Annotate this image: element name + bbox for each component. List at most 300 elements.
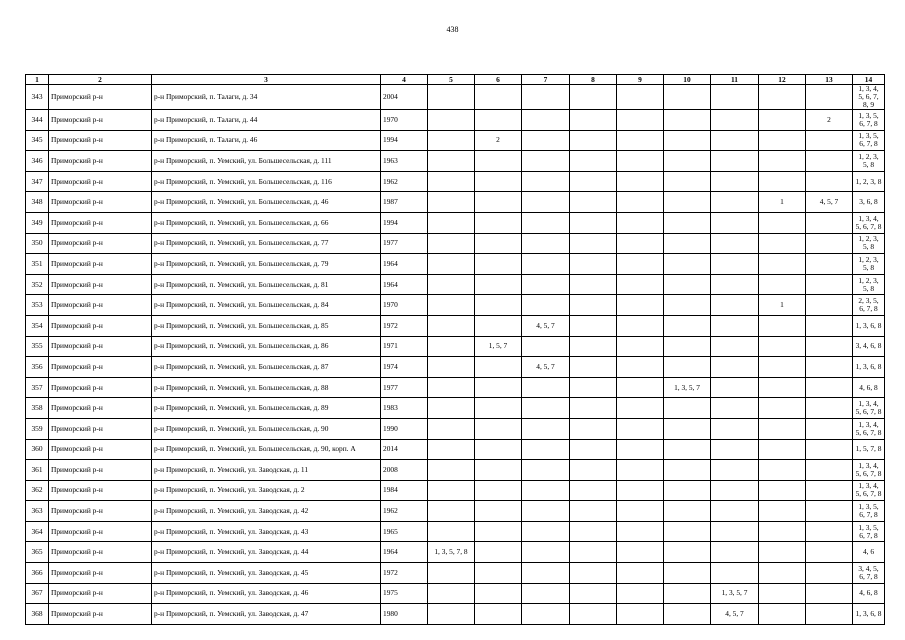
address-cell: р-н Приморский, п. Уемский, ул. Заводская, д. 45: [152, 563, 381, 584]
col-12-cell: 1: [759, 295, 806, 316]
year-cell: 1972: [381, 563, 428, 584]
col-11-cell: [711, 171, 759, 192]
col-14-cell: 1, 3, 6, 8: [853, 604, 885, 625]
table-row: [26, 336, 885, 357]
col-10-cell: [664, 583, 711, 604]
col-14-cell: 1, 3, 5, 6, 7, 8: [853, 521, 885, 542]
col-12-cell: 1: [759, 192, 806, 213]
col-7-cell: [522, 439, 570, 460]
address-cell: р-н Приморский, п. Уемский, ул. Заводская, д. 11: [152, 460, 381, 481]
col-6-cell: [475, 460, 522, 481]
address-cell: р-н Приморский, п. Уемский, ул. Заводская, д. 42: [152, 501, 381, 522]
col-12-cell: [759, 315, 806, 336]
col-5-cell: [428, 604, 475, 625]
col-11-cell: [711, 212, 759, 233]
district-cell: Приморский р-н: [49, 171, 152, 192]
col-13-cell: [806, 295, 853, 316]
col-10-cell: [664, 398, 711, 419]
col-6-cell: [475, 563, 522, 584]
col-6-cell: [475, 604, 522, 625]
col-10-cell: [664, 233, 711, 254]
district-cell: Приморский р-н: [49, 254, 152, 275]
col-8-cell: [570, 521, 617, 542]
col-13-cell: [806, 315, 853, 336]
table-row: [26, 130, 885, 151]
col-8-cell: [570, 398, 617, 419]
col-5-cell: [428, 233, 475, 254]
col-13-cell: [806, 151, 853, 172]
col-11-cell: [711, 377, 759, 398]
row-number-cell: 368: [26, 604, 49, 625]
year-cell: 2008: [381, 460, 428, 481]
col-6-cell: [475, 418, 522, 439]
col-8-cell: [570, 171, 617, 192]
column-header-9: 9: [617, 75, 664, 85]
col-13-cell: [806, 542, 853, 563]
col-10-cell: [664, 336, 711, 357]
col-8-cell: [570, 357, 617, 378]
col-10-cell: [664, 563, 711, 584]
column-header-13: 13: [806, 75, 853, 85]
district-cell: Приморский р-н: [49, 439, 152, 460]
year-cell: 1962: [381, 501, 428, 522]
year-cell: 1964: [381, 274, 428, 295]
col-6-cell: 2: [475, 130, 522, 151]
row-number-cell: 362: [26, 480, 49, 501]
col-9-cell: [617, 254, 664, 275]
row-number-cell: 358: [26, 398, 49, 419]
table-row: [26, 254, 885, 275]
col-9-cell: [617, 274, 664, 295]
col-10-cell: [664, 480, 711, 501]
row-number-cell: 352: [26, 274, 49, 295]
col-11-cell: [711, 480, 759, 501]
col-14-cell: 1, 3, 6, 8: [853, 315, 885, 336]
col-8-cell: [570, 563, 617, 584]
row-number-cell: 349: [26, 212, 49, 233]
col-7-cell: [522, 501, 570, 522]
table-row: [26, 357, 885, 378]
col-10-cell: [664, 521, 711, 542]
address-cell: р-н Приморский, п. Талаги, д. 44: [152, 110, 381, 131]
address-cell: р-н Приморский, п. Уемский, ул. Большесельская, д. 46: [152, 192, 381, 213]
col-7-cell: [522, 274, 570, 295]
col-10-cell: [664, 501, 711, 522]
col-14-cell: 4, 6, 8: [853, 377, 885, 398]
col-6-cell: [475, 212, 522, 233]
row-number-cell: 361: [26, 460, 49, 481]
district-cell: Приморский р-н: [49, 192, 152, 213]
col-9-cell: [617, 85, 664, 110]
col-11-cell: 4, 5, 7: [711, 604, 759, 625]
col-7-cell: [522, 336, 570, 357]
col-12-cell: [759, 377, 806, 398]
col-13-cell: [806, 212, 853, 233]
year-cell: 1970: [381, 110, 428, 131]
col-14-cell: 1, 2, 3, 5, 8: [853, 274, 885, 295]
col-11-cell: [711, 274, 759, 295]
address-cell: р-н Приморский, п. Уемский, ул. Заводская, д. 46: [152, 583, 381, 604]
col-8-cell: [570, 192, 617, 213]
row-number-cell: 365: [26, 542, 49, 563]
col-5-cell: [428, 212, 475, 233]
row-number-cell: 351: [26, 254, 49, 275]
col-6-cell: [475, 357, 522, 378]
col-7-cell: [522, 254, 570, 275]
district-cell: Приморский р-н: [49, 604, 152, 625]
col-5-cell: [428, 315, 475, 336]
col-12-cell: [759, 604, 806, 625]
col-7-cell: [522, 110, 570, 131]
col-7-cell: [522, 377, 570, 398]
row-number-cell: 363: [26, 501, 49, 522]
col-5-cell: [428, 151, 475, 172]
col-10-cell: [664, 254, 711, 275]
col-5-cell: [428, 563, 475, 584]
column-header-1: 1: [26, 75, 49, 85]
col-9-cell: [617, 233, 664, 254]
column-header-2: 2: [49, 75, 152, 85]
col-5-cell: [428, 254, 475, 275]
row-number-cell: 354: [26, 315, 49, 336]
col-12-cell: [759, 563, 806, 584]
col-13-cell: 2: [806, 110, 853, 131]
address-cell: р-н Приморский, п. Уемский, ул. Большесельская, д. 86: [152, 336, 381, 357]
row-number-cell: 357: [26, 377, 49, 398]
col-5-cell: [428, 377, 475, 398]
district-cell: Приморский р-н: [49, 377, 152, 398]
header-row: [26, 75, 885, 85]
col-10-cell: 1, 3, 5, 7: [664, 377, 711, 398]
year-cell: 1970: [381, 295, 428, 316]
col-6-cell: [475, 501, 522, 522]
row-number-cell: 348: [26, 192, 49, 213]
col-14-cell: 1, 2, 3, 5, 8: [853, 151, 885, 172]
col-6-cell: [475, 480, 522, 501]
col-11-cell: [711, 233, 759, 254]
col-14-cell: 4, 6: [853, 542, 885, 563]
column-header-5: 5: [428, 75, 475, 85]
col-14-cell: 1, 2, 3, 8: [853, 171, 885, 192]
col-12-cell: [759, 254, 806, 275]
table-row: [26, 439, 885, 460]
col-13-cell: [806, 418, 853, 439]
address-cell: р-н Приморский, п. Уемский, ул. Большесельская, д. 116: [152, 171, 381, 192]
col-12-cell: [759, 274, 806, 295]
col-7-cell: 4, 5, 7: [522, 357, 570, 378]
address-cell: р-н Приморский, п. Уемский, ул. Большесельская, д. 111: [152, 151, 381, 172]
col-9-cell: [617, 542, 664, 563]
column-header-11: 11: [711, 75, 759, 85]
row-number-cell: 353: [26, 295, 49, 316]
col-9-cell: [617, 212, 664, 233]
col-12-cell: [759, 171, 806, 192]
col-14-cell: 1, 3, 5, 6, 7, 8: [853, 130, 885, 151]
row-number-cell: 356: [26, 357, 49, 378]
table-row: [26, 583, 885, 604]
col-9-cell: [617, 439, 664, 460]
col-6-cell: [475, 295, 522, 316]
col-13-cell: [806, 398, 853, 419]
district-cell: Приморский р-н: [49, 563, 152, 584]
col-5-cell: [428, 171, 475, 192]
col-7-cell: [522, 480, 570, 501]
address-cell: р-н Приморский, п. Уемский, ул. Большесельская, д. 90, корп. А: [152, 439, 381, 460]
table-row: [26, 295, 885, 316]
col-8-cell: [570, 439, 617, 460]
row-number-cell: 366: [26, 563, 49, 584]
col-14-cell: 1, 3, 4, 5, 6, 7, 8: [853, 460, 885, 481]
table-row: [26, 563, 885, 584]
col-7-cell: [522, 295, 570, 316]
district-cell: Приморский р-н: [49, 151, 152, 172]
col-14-cell: 1, 3, 6, 8: [853, 357, 885, 378]
district-cell: Приморский р-н: [49, 542, 152, 563]
col-6-cell: [475, 521, 522, 542]
col-7-cell: [522, 563, 570, 584]
col-13-cell: [806, 604, 853, 625]
col-12-cell: [759, 85, 806, 110]
col-13-cell: [806, 439, 853, 460]
col-10-cell: [664, 110, 711, 131]
district-cell: Приморский р-н: [49, 480, 152, 501]
table-row: [26, 480, 885, 501]
year-cell: 1965: [381, 521, 428, 542]
district-cell: Приморский р-н: [49, 521, 152, 542]
col-12-cell: [759, 583, 806, 604]
col-8-cell: [570, 212, 617, 233]
col-13-cell: [806, 233, 853, 254]
table-body: [26, 85, 885, 625]
col-13-cell: [806, 377, 853, 398]
address-cell: р-н Приморский, п. Уемский, ул. Заводская, д. 47: [152, 604, 381, 625]
col-9-cell: [617, 583, 664, 604]
address-cell: р-н Приморский, п. Уемский, ул. Заводская, д. 44: [152, 542, 381, 563]
year-cell: 1977: [381, 233, 428, 254]
col-8-cell: [570, 254, 617, 275]
col-11-cell: [711, 418, 759, 439]
table-row: [26, 233, 885, 254]
address-cell: р-н Приморский, п. Уемский, ул. Большесельская, д. 87: [152, 357, 381, 378]
col-9-cell: [617, 295, 664, 316]
col-13-cell: [806, 460, 853, 481]
col-11-cell: [711, 501, 759, 522]
table-row: [26, 542, 885, 563]
col-8-cell: [570, 274, 617, 295]
table-row: [26, 521, 885, 542]
col-12-cell: [759, 418, 806, 439]
col-10-cell: [664, 151, 711, 172]
col-9-cell: [617, 604, 664, 625]
col-13-cell: [806, 171, 853, 192]
district-cell: Приморский р-н: [49, 336, 152, 357]
address-cell: р-н Приморский, п. Уемский, ул. Большесельская, д. 81: [152, 274, 381, 295]
year-cell: 2014: [381, 439, 428, 460]
col-5-cell: [428, 295, 475, 316]
year-cell: 2004: [381, 85, 428, 110]
col-14-cell: 4, 6, 8: [853, 583, 885, 604]
col-13-cell: [806, 357, 853, 378]
col-8-cell: [570, 377, 617, 398]
year-cell: 1990: [381, 418, 428, 439]
row-number-cell: 345: [26, 130, 49, 151]
column-header-6: 6: [475, 75, 522, 85]
col-8-cell: [570, 501, 617, 522]
col-5-cell: [428, 418, 475, 439]
year-cell: 1972: [381, 315, 428, 336]
col-7-cell: [522, 171, 570, 192]
col-9-cell: [617, 480, 664, 501]
district-cell: Приморский р-н: [49, 315, 152, 336]
table-row: [26, 85, 885, 110]
col-14-cell: 2, 3, 5, 6, 7, 8: [853, 295, 885, 316]
col-12-cell: [759, 233, 806, 254]
col-9-cell: [617, 315, 664, 336]
col-7-cell: [522, 398, 570, 419]
col-5-cell: [428, 398, 475, 419]
district-cell: Приморский р-н: [49, 460, 152, 481]
col-7-cell: [522, 583, 570, 604]
col-8-cell: [570, 130, 617, 151]
col-7-cell: [522, 542, 570, 563]
col-5-cell: [428, 501, 475, 522]
address-cell: р-н Приморский, п. Уемский, ул. Заводская, д. 2: [152, 480, 381, 501]
col-13-cell: [806, 583, 853, 604]
col-14-cell: 1, 3, 5, 6, 7, 8: [853, 110, 885, 131]
col-7-cell: [522, 151, 570, 172]
col-5-cell: [428, 583, 475, 604]
col-13-cell: [806, 254, 853, 275]
col-11-cell: [711, 398, 759, 419]
col-9-cell: [617, 192, 664, 213]
district-cell: Приморский р-н: [49, 398, 152, 419]
col-12-cell: [759, 151, 806, 172]
col-9-cell: [617, 357, 664, 378]
col-10-cell: [664, 418, 711, 439]
col-6-cell: [475, 171, 522, 192]
col-8-cell: [570, 295, 617, 316]
row-number-cell: 350: [26, 233, 49, 254]
col-6-cell: [475, 254, 522, 275]
address-cell: р-н Приморский, п. Уемский, ул. Большесельская, д. 90: [152, 418, 381, 439]
address-cell: р-н Приморский, п. Уемский, ул. Большесельская, д. 89: [152, 398, 381, 419]
col-10-cell: [664, 274, 711, 295]
col-14-cell: 1, 3, 4, 5, 6, 7, 8: [853, 398, 885, 419]
year-cell: 1994: [381, 212, 428, 233]
column-header-12: 12: [759, 75, 806, 85]
col-9-cell: [617, 398, 664, 419]
col-5-cell: [428, 336, 475, 357]
col-11-cell: [711, 336, 759, 357]
col-5-cell: [428, 480, 475, 501]
year-cell: 1964: [381, 254, 428, 275]
table-row: [26, 377, 885, 398]
address-cell: р-н Приморский, п. Уемский, ул. Большесельская, д. 79: [152, 254, 381, 275]
col-7-cell: [522, 85, 570, 110]
col-13-cell: [806, 130, 853, 151]
col-6-cell: [475, 583, 522, 604]
col-9-cell: [617, 418, 664, 439]
col-10-cell: [664, 439, 711, 460]
table-row: [26, 110, 885, 131]
year-cell: 1962: [381, 171, 428, 192]
col-11-cell: [711, 151, 759, 172]
address-cell: р-н Приморский, п. Уемский, ул. Большесельская, д. 84: [152, 295, 381, 316]
col-9-cell: [617, 377, 664, 398]
col-5-cell: [428, 357, 475, 378]
col-11-cell: 1, 3, 5, 7: [711, 583, 759, 604]
col-6-cell: [475, 233, 522, 254]
col-12-cell: [759, 439, 806, 460]
col-13-cell: 4, 5, 7: [806, 192, 853, 213]
district-cell: Приморский р-н: [49, 274, 152, 295]
col-5-cell: [428, 110, 475, 131]
col-14-cell: 3, 4, 6, 8: [853, 336, 885, 357]
col-12-cell: [759, 212, 806, 233]
row-number-cell: 360: [26, 439, 49, 460]
col-13-cell: [806, 521, 853, 542]
col-5-cell: [428, 439, 475, 460]
district-cell: Приморский р-н: [49, 583, 152, 604]
column-header-10: 10: [664, 75, 711, 85]
col-9-cell: [617, 336, 664, 357]
row-number-cell: 359: [26, 418, 49, 439]
col-13-cell: [806, 274, 853, 295]
col-6-cell: [475, 542, 522, 563]
col-14-cell: 1, 3, 5, 6, 7, 8: [853, 501, 885, 522]
col-8-cell: [570, 233, 617, 254]
col-8-cell: [570, 85, 617, 110]
col-12-cell: [759, 357, 806, 378]
col-13-cell: [806, 480, 853, 501]
year-cell: 1994: [381, 130, 428, 151]
col-7-cell: 4, 5, 7: [522, 315, 570, 336]
col-11-cell: [711, 542, 759, 563]
col-11-cell: [711, 254, 759, 275]
row-number-cell: 364: [26, 521, 49, 542]
row-number-cell: 343: [26, 85, 49, 110]
year-cell: 1971: [381, 336, 428, 357]
col-8-cell: [570, 418, 617, 439]
col-14-cell: 1, 2, 3, 5, 8: [853, 233, 885, 254]
col-10-cell: [664, 357, 711, 378]
column-header-4: 4: [381, 75, 428, 85]
col-14-cell: 1, 3, 4, 5, 6, 7, 8: [853, 418, 885, 439]
table-row: [26, 315, 885, 336]
year-cell: 1977: [381, 377, 428, 398]
district-cell: Приморский р-н: [49, 233, 152, 254]
col-8-cell: [570, 315, 617, 336]
col-6-cell: [475, 315, 522, 336]
col-5-cell: [428, 85, 475, 110]
district-cell: Приморский р-н: [49, 110, 152, 131]
col-14-cell: 1, 3, 4, 5, 6, 7, 8: [853, 480, 885, 501]
col-10-cell: [664, 295, 711, 316]
col-14-cell: 3, 6, 8: [853, 192, 885, 213]
table-row: [26, 604, 885, 625]
col-6-cell: [475, 377, 522, 398]
col-13-cell: [806, 501, 853, 522]
col-8-cell: [570, 480, 617, 501]
col-10-cell: [664, 604, 711, 625]
col-9-cell: [617, 521, 664, 542]
col-9-cell: [617, 110, 664, 131]
col-12-cell: [759, 130, 806, 151]
col-12-cell: [759, 110, 806, 131]
col-6-cell: [475, 151, 522, 172]
table-row: [26, 460, 885, 481]
address-cell: р-н Приморский, п. Уемский, ул. Большесельская, д. 88: [152, 377, 381, 398]
